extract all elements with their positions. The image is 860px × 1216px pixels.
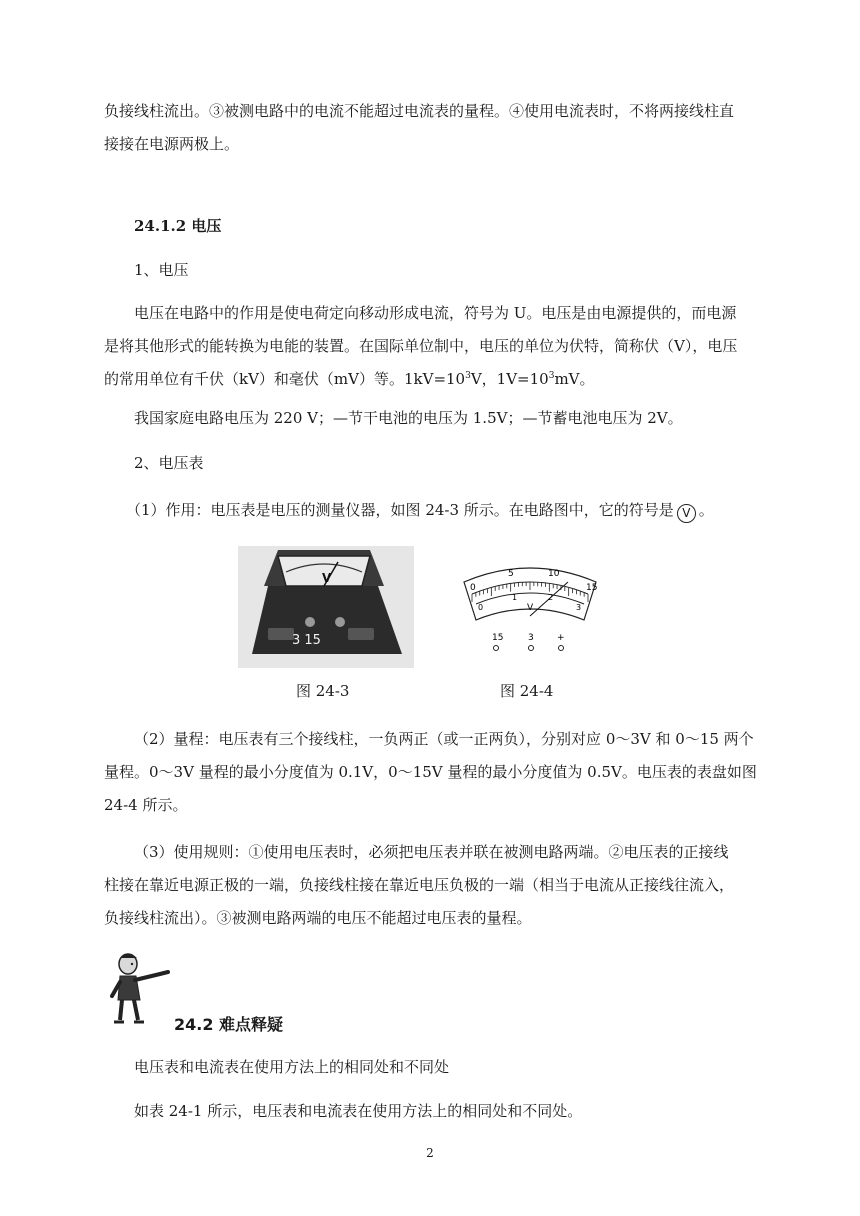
voltage-def-line1: 电压在电路中的作用是使电荷定向移动形成电流，符号为 U。电压是由电源提供的，而电源 xyxy=(134,304,737,322)
voltmeter-photo-figure xyxy=(238,546,414,668)
difference-title: 电压表和电流表在使用方法上的相同处和不同处 xyxy=(134,1058,450,1076)
voltmeter-symbol: V xyxy=(677,504,696,523)
dial-outer-10: 10 xyxy=(548,569,560,579)
range-para-line1: （2）量程：电压表有三个接线柱，一负两正（或一正两负），分别对应 0～3V 和 0～15 两个 xyxy=(134,730,754,748)
voltage-def-line3: 的常用单位有千伏（kV）和毫伏（mV）等。$1kV=10^3V$，$1V=10^3mV$。 xyxy=(104,370,595,388)
section-heading-24-2: 24.2 难点释疑 xyxy=(174,1015,284,1034)
range-para-line2: 量程。0～3V 量程的最小分度值为 0.1V，0～15V 量程的最小分度值为 0.5V。电压表的表盘如图 xyxy=(104,763,757,781)
dial-outer-0: 0 xyxy=(470,583,476,593)
voltage-def-line2: 是将其他形式的能转换为电能的装置。在国际单位制中，电压的单位为伏特，简称伏（V），电压 xyxy=(104,337,738,355)
figure-caption-24-3: 图 24-3 xyxy=(296,682,350,700)
household-voltage-text: 我国家庭电路电压为 220 V；—节干电池的电压为 1.5V；—节蓄电池电压为 2V。 xyxy=(134,409,683,427)
svg-text:V: V xyxy=(322,571,332,585)
dial-inner-1: 1 xyxy=(512,593,518,602)
voltmeter-dial-figure xyxy=(456,560,604,660)
dial-terminal-plus: + xyxy=(557,633,565,643)
item-title-voltmeter: 2、电压表 xyxy=(134,454,204,472)
dial-terminal-15: 15 xyxy=(492,633,504,643)
dial-inner-0: 0 xyxy=(478,603,484,612)
dial-outer-5: 5 xyxy=(508,569,514,579)
dial-inner-3: 3 xyxy=(576,603,582,612)
dial-terminal-3: 3 xyxy=(528,633,534,643)
dial-unit: V xyxy=(527,603,534,613)
dial-outer-15: 15 xyxy=(586,583,598,593)
item-title-voltage: 1、电压 xyxy=(134,261,189,279)
voltmeter-terminal-labels: 3 15 xyxy=(292,633,321,648)
page-number: 2 xyxy=(426,1146,434,1160)
dial-inner-2: 2 xyxy=(548,593,554,602)
rules-para-line2: 柱接在靠近电源正极的一端，负接线柱接在靠近电压负极的一端（相当于电流从正接线往流入， xyxy=(104,876,735,894)
dial-terminal-post-3 xyxy=(529,646,534,651)
figure-caption-24-4: 图 24-4 xyxy=(500,682,554,700)
range-para-line3: 24-4 所示。 xyxy=(104,796,188,814)
rules-para-line3: 负接线柱流出）。③被测电路两端的电压不能超过电压表的量程。 xyxy=(104,909,532,927)
top-paragraph-line2: 接接在电源两极上。 xyxy=(104,135,240,153)
pointing-man-icon xyxy=(108,950,172,1026)
top-paragraph-line1: 负接线柱流出。③被测电路中的电流不能超过电流表的量程。④使用电流表时，不将两接线柱直 xyxy=(104,102,735,120)
function-paragraph: （1）作用：电压表是电压的测量仪器，如图 24-3 所示。在电路图中，它的符号是 V 。 xyxy=(126,494,766,527)
difference-intro: 如表 24-1 所示，电压表和电流表在使用方法上的相同处和不同处。 xyxy=(134,1102,583,1120)
section-heading-24-1-2: 24.1.2 电压 xyxy=(134,217,222,235)
dial-terminal-post-plus xyxy=(559,646,564,651)
rules-para-line1: （3）使用规则：①使用电压表时，必须把电压表并联在被测电路两端。②电压表的正接线 xyxy=(134,843,729,861)
dial-terminal-post-15 xyxy=(494,646,499,651)
